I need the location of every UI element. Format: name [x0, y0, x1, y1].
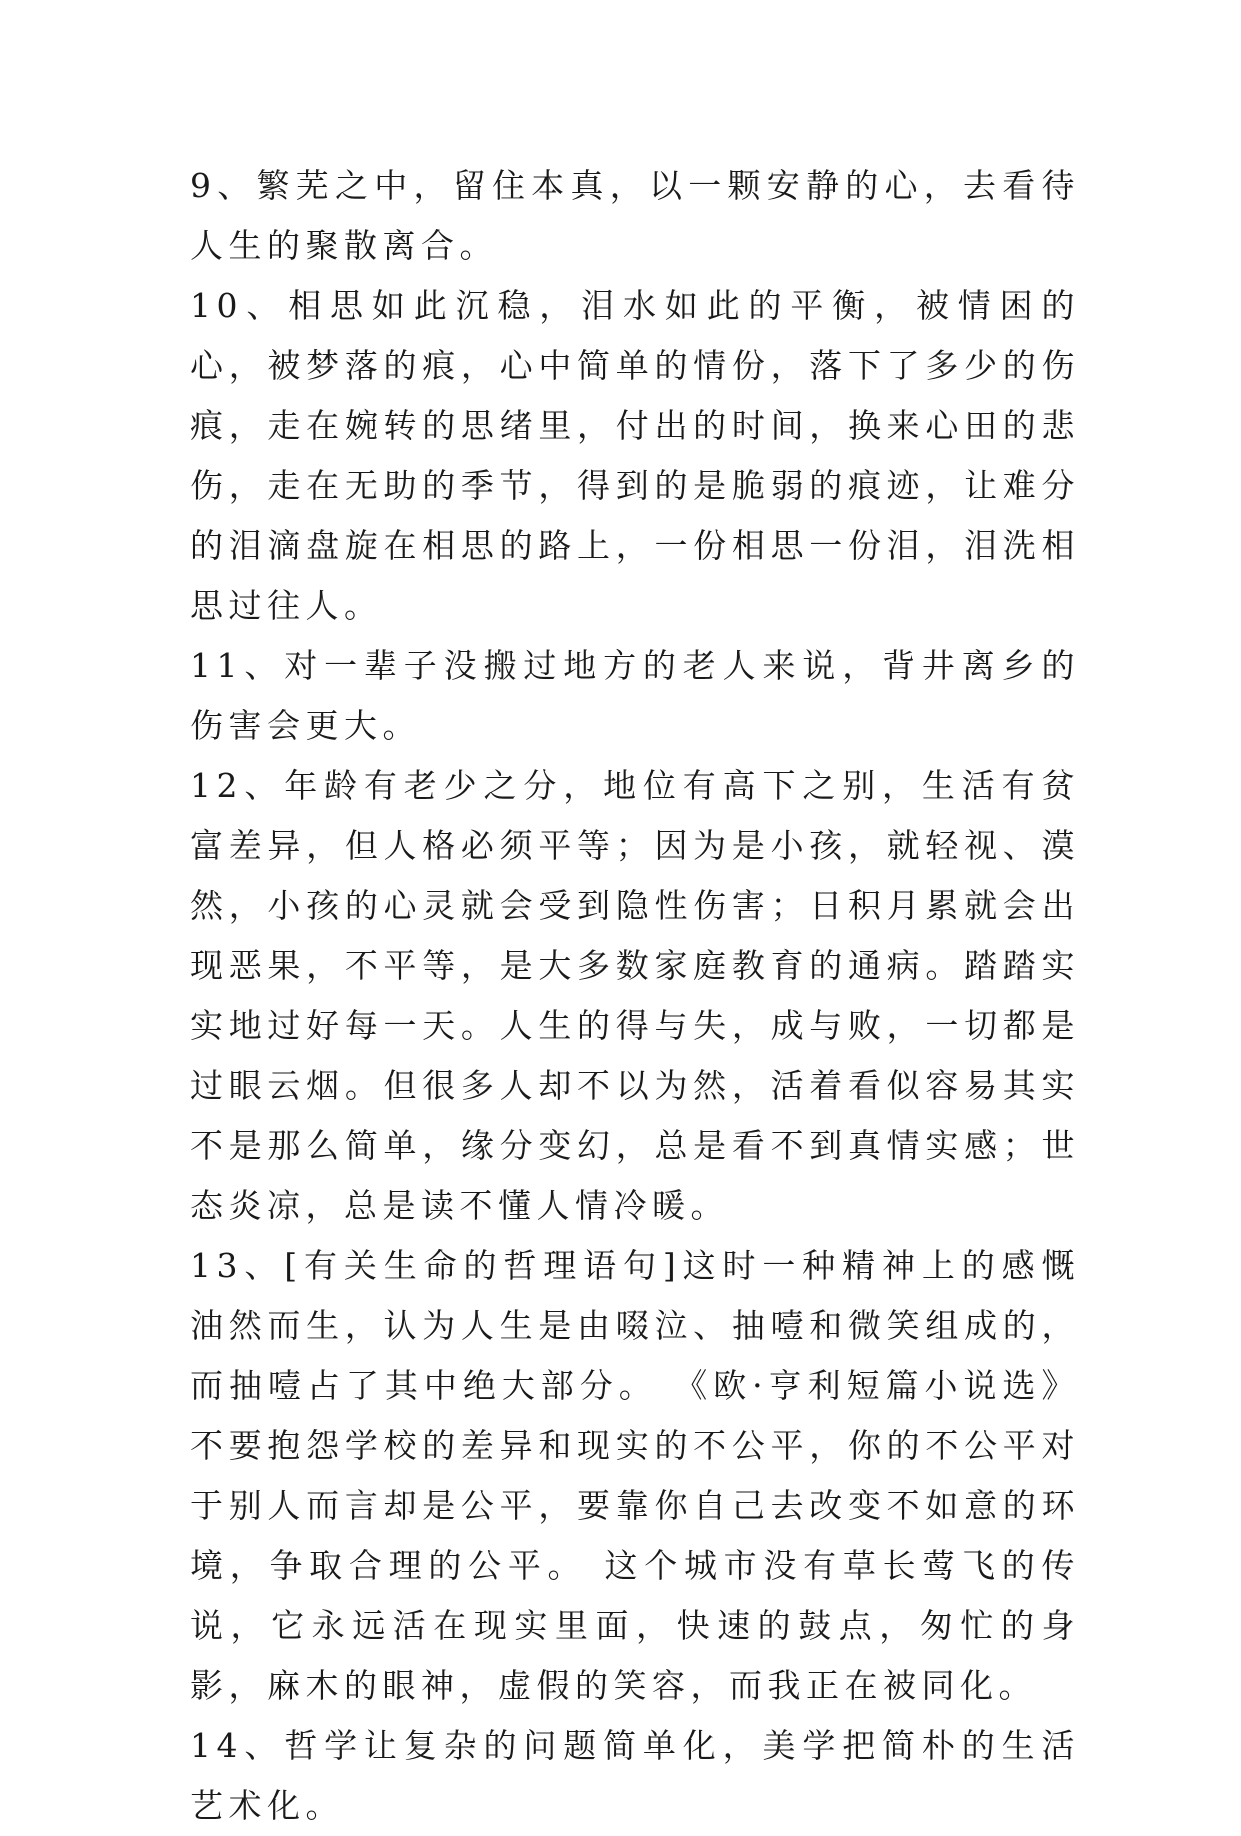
quote-paragraph-10: 10、相思如此沉稳，泪水如此的平衡，被情困的心，被梦落的痕，心中简单的情份，落下了多少的伤痕，走在婉转的思绪里，付出的时间，换来心田的悲伤，走在无助的季节，得到的是脆弱的痕迹，让难分的泪滴盘旋在相思的路上，一份相思一份泪，泪洗相思过往人。	[190, 286, 1080, 625]
quote-paragraph-12: 12、年龄有老少之分，地位有高下之别，生活有贫富差异，但人格必须平等；因为是小孩，就轻视、漠然，小孩的心灵就会受到隐性伤害；日积月累就会出现恶果，不平等，是大多数家庭教育的通病。踏踏实实地过好每一天。人生的得与失，成与败，一切都是过眼云烟。但很多人却不以为然，活着看似容易其实不是那么简单，缘分变幻，总是看不到真情实感；世态炎凉，总是读不懂人情冷暖。	[190, 766, 1080, 1225]
quote-paragraph-9: 9、繁芜之中，留住本真，以一颗安静的心，去看待人生的聚散离合。	[190, 166, 1080, 265]
document-body	[190, 156, 1080, 1836]
quote-paragraph-11: 11、对一辈子没搬过地方的老人来说，背井离乡的伤害会更大。	[190, 646, 1080, 745]
quote-paragraph-14: 14、哲学让复杂的问题简单化，美学把简朴的生活艺术化。	[190, 1726, 1080, 1825]
quote-paragraph-13: 13、[有关生命的哲理语句]这时一种精神上的感慨油然而生，认为人生是由啜泣、抽噎和微笑组成的，而抽噎占了其中绝大部分。 《欧·亨利短篇小说选》 不要抱怨学校的差异和现实的不公平，你的不公平对于别人而言却是公平，要靠你自己去改变不如意的环境，争取合理的公平。 这个城市没有草长莺飞的传说，它永远活在现实里面，快速的鼓点，匆忙的身影，麻木的眼神，虚假的笑容，而我正在被同化。	[190, 1246, 1080, 1705]
